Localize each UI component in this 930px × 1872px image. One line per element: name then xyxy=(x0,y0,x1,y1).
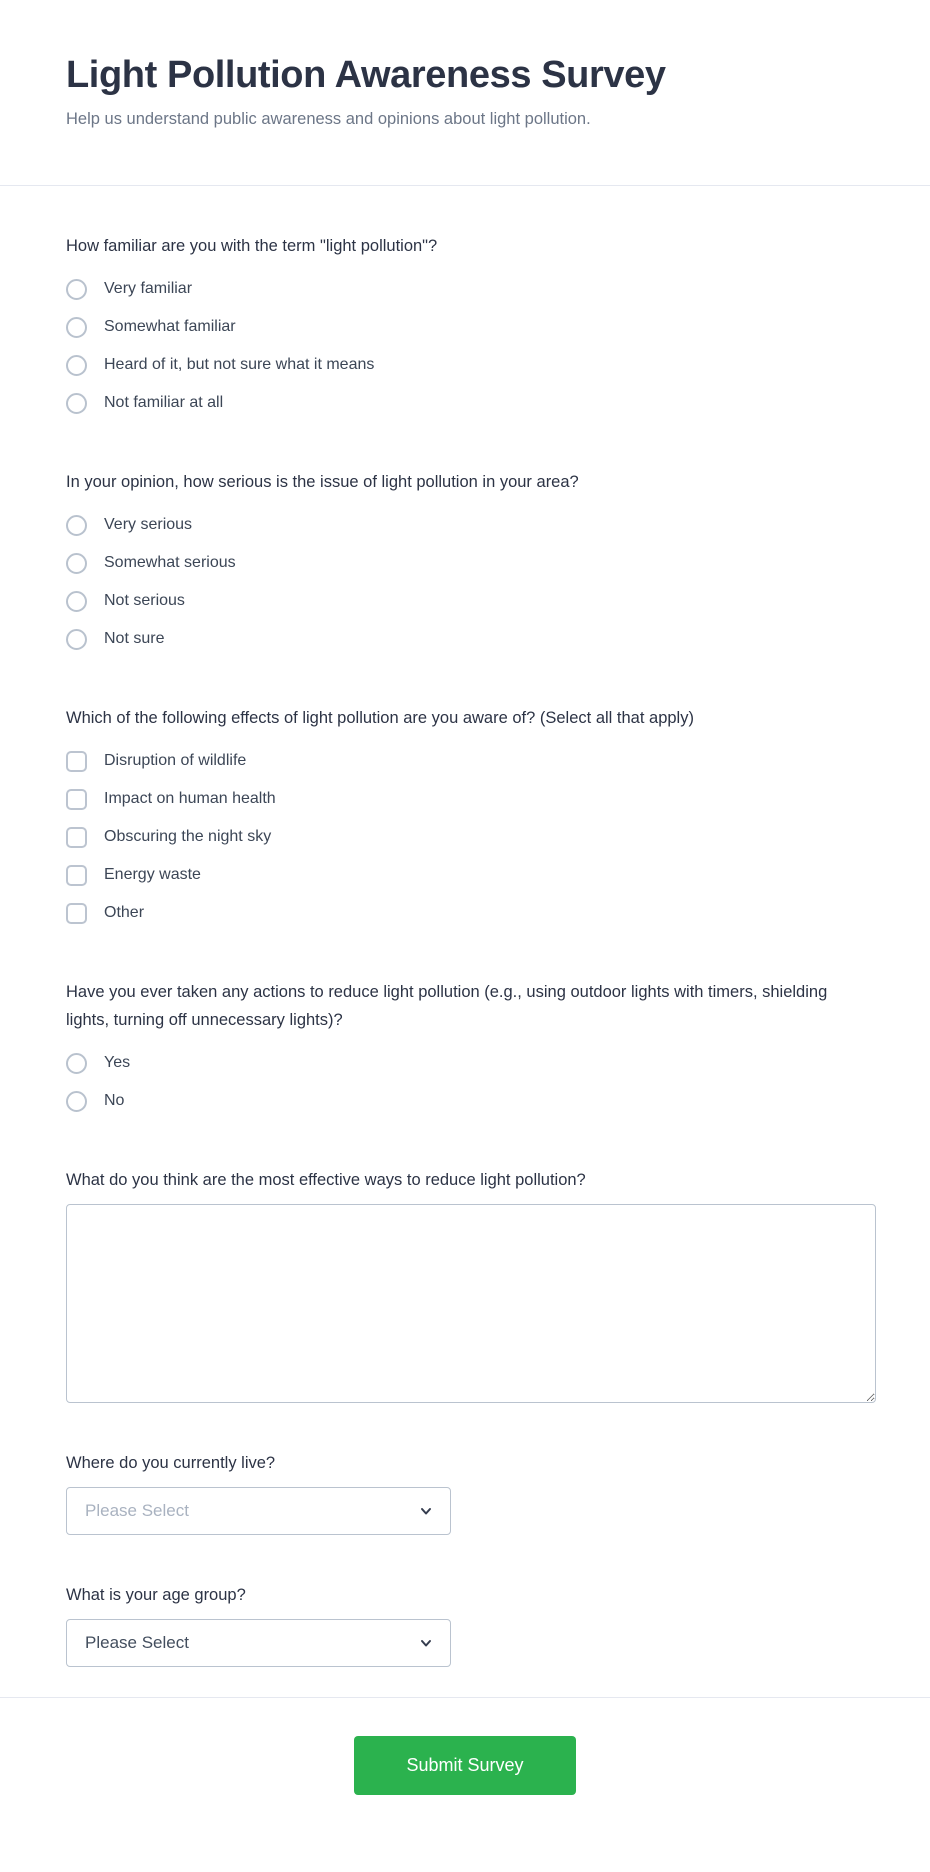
radio-circle-icon[interactable] xyxy=(66,629,87,650)
option-label: Somewhat familiar xyxy=(104,318,236,335)
form-title: Light Pollution Awareness Survey xyxy=(66,54,666,96)
radio-circle-icon[interactable] xyxy=(66,515,87,536)
radio-option-somewhat-serious[interactable] xyxy=(66,544,864,582)
select-placeholder: Please Select xyxy=(85,1501,189,1520)
option-label: Yes xyxy=(104,1054,131,1071)
radio-option-somewhat-familiar[interactable] xyxy=(66,308,864,346)
radio-circle-icon[interactable] xyxy=(66,1053,87,1074)
option-label: No xyxy=(104,1092,125,1109)
radio-circle-icon[interactable] xyxy=(66,591,87,612)
chevron-down-icon xyxy=(418,1635,434,1651)
checkbox-icon[interactable] xyxy=(66,903,87,924)
option-label: Not serious xyxy=(104,592,185,609)
option-label: Not familiar at all xyxy=(104,394,224,411)
chevron-down-icon xyxy=(418,1503,434,1519)
radio-circle-icon[interactable] xyxy=(66,279,87,300)
checkbox-group-effects xyxy=(66,742,864,932)
submit-row xyxy=(0,1698,930,1845)
radio-circle-icon[interactable] xyxy=(66,355,87,376)
question-familiarity xyxy=(66,232,864,422)
form-header xyxy=(0,0,930,186)
option-label: Not sure xyxy=(104,630,165,647)
question-label: Where do you currently live? xyxy=(66,1454,276,1472)
form-subtitle: Help us understand public awareness and opinions about light pollution. xyxy=(66,110,591,128)
checkbox-option-energy-waste[interactable] xyxy=(66,856,864,894)
radio-option-no[interactable] xyxy=(66,1082,864,1120)
age-group-select[interactable] xyxy=(66,1619,451,1667)
radio-option-very-familiar[interactable] xyxy=(66,270,864,308)
question-age-group xyxy=(66,1581,864,1667)
checkbox-icon[interactable] xyxy=(66,789,87,810)
checkbox-option-wildlife[interactable] xyxy=(66,742,864,780)
radio-group-seriousness xyxy=(66,506,864,658)
option-label: Very familiar xyxy=(104,280,193,297)
option-label: Energy waste xyxy=(104,866,201,883)
question-effective-ways xyxy=(66,1166,864,1403)
radio-option-very-serious[interactable] xyxy=(66,506,864,544)
location-select[interactable] xyxy=(66,1487,451,1535)
question-label: What do you think are the most effective ways to reduce light pollution? xyxy=(66,1171,586,1189)
question-label: Have you ever taken any actions to reduce light pollution (e.g., using outdoor lights with timers, shielding lights, turning off unnecessary lights)? xyxy=(66,983,828,1029)
radio-circle-icon[interactable] xyxy=(66,393,87,414)
select-placeholder: Please Select xyxy=(85,1633,189,1652)
radio-option-yes[interactable] xyxy=(66,1044,864,1082)
question-label: Which of the following effects of light pollution are you aware of? (Select all that apply) xyxy=(66,709,694,727)
question-label: How familiar are you with the term "light pollution"? xyxy=(66,237,438,255)
radio-group-familiarity xyxy=(66,270,864,422)
radio-circle-icon[interactable] xyxy=(66,1091,87,1112)
question-label: In your opinion, how serious is the issue of light pollution in your area? xyxy=(66,473,579,491)
option-label: Impact on human health xyxy=(104,790,276,807)
checkbox-icon[interactable] xyxy=(66,827,87,848)
form-body xyxy=(0,232,930,1667)
question-actions xyxy=(66,978,864,1120)
radio-circle-icon[interactable] xyxy=(66,317,87,338)
checkbox-option-night-sky[interactable] xyxy=(66,818,864,856)
radio-circle-icon[interactable] xyxy=(66,553,87,574)
effective-ways-textarea[interactable] xyxy=(66,1204,876,1403)
option-label: Heard of it, but not sure what it means xyxy=(104,356,375,373)
option-label: Other xyxy=(104,904,145,921)
radio-option-not-sure[interactable] xyxy=(66,620,864,658)
option-label: Obscuring the night sky xyxy=(104,828,272,845)
question-label: What is your age group? xyxy=(66,1586,246,1604)
question-effects xyxy=(66,704,864,932)
checkbox-icon[interactable] xyxy=(66,865,87,886)
submit-survey-button[interactable]: Submit Survey xyxy=(354,1736,576,1795)
checkbox-option-human-health[interactable] xyxy=(66,780,864,818)
checkbox-icon[interactable] xyxy=(66,751,87,772)
radio-option-not-serious[interactable] xyxy=(66,582,864,620)
option-label: Somewhat serious xyxy=(104,554,236,571)
question-location xyxy=(66,1449,864,1535)
radio-option-heard-of-it[interactable] xyxy=(66,346,864,384)
question-seriousness xyxy=(66,468,864,658)
option-label: Disruption of wildlife xyxy=(104,752,247,769)
checkbox-option-other[interactable] xyxy=(66,894,864,932)
option-label: Very serious xyxy=(104,516,193,533)
radio-option-not-familiar[interactable] xyxy=(66,384,864,422)
radio-group-actions xyxy=(66,1044,864,1120)
